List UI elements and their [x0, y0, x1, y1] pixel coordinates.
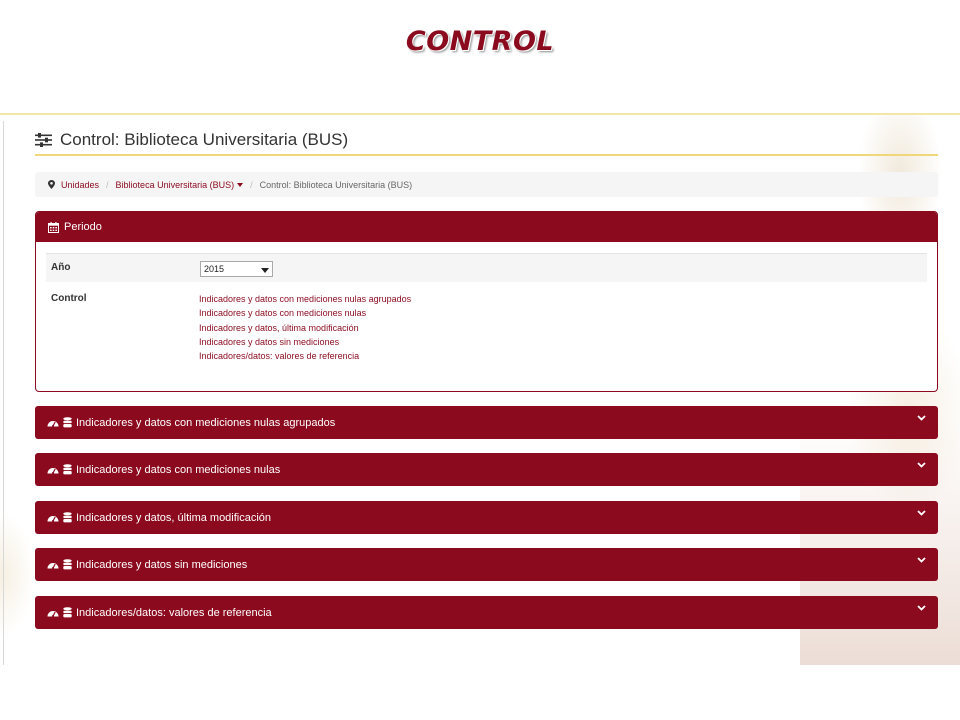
control-link-reference-values[interactable]: Indicadores/datos: valores de referencia: [199, 351, 360, 362]
control-link-no-measurements[interactable]: Indicadores y datos sin mediciones: [199, 336, 340, 347]
section-reference-values[interactable]: [35, 596, 938, 629]
caret-down-icon: [237, 183, 243, 187]
app-screenshot: [0, 113, 960, 665]
page-title: Control: Biblioteca Universitaria (BUS): [60, 130, 349, 149]
sliders-icon: [35, 133, 52, 147]
section-title: Indicadores y datos, última modificación: [76, 511, 272, 524]
year-row: [46, 253, 927, 282]
calendar-icon: [48, 222, 59, 233]
control-link-null-grouped[interactable]: Indicadores y datos con mediciones nulas agrupados: [199, 294, 412, 304]
control-link-null[interactable]: Indicadores y datos con mediciones nulas: [199, 308, 367, 319]
dashboard-icon: [47, 465, 59, 475]
dashboard-icon: [47, 418, 59, 428]
section-title: Indicadores y datos sin mediciones: [76, 558, 248, 571]
year-select-value: 2015: [204, 264, 225, 274]
control-label: Control: [51, 293, 87, 304]
control-link-last-modified[interactable]: Indicadores y datos, última modificación: [199, 322, 359, 333]
section-title: Indicadores/datos: valores de referencia: [76, 606, 272, 619]
chevron-down-icon: [917, 557, 926, 563]
frame-rule: [3, 121, 4, 665]
chevron-down-icon: [917, 415, 926, 421]
slide-title: CONTROL: [405, 26, 555, 57]
database-icon: [63, 607, 72, 618]
breadcrumb-units-link[interactable]: Unidades: [61, 179, 100, 190]
year-label: Año: [51, 262, 71, 273]
section-last-modified[interactable]: [35, 501, 938, 534]
dropdown-arrow-icon: [261, 268, 269, 273]
database-icon: [63, 417, 72, 428]
chevron-down-icon: [917, 605, 926, 611]
periodo-panel: [35, 211, 938, 392]
section-title: Indicadores y datos con mediciones nulas agrupados: [76, 416, 336, 429]
database-icon: [63, 464, 72, 475]
section-title: Indicadores y datos con mediciones nulas: [76, 463, 281, 476]
periodo-panel-header: [36, 212, 937, 242]
page-header: [35, 126, 938, 156]
breadcrumb-separator: /: [106, 179, 109, 190]
section-no-measurements[interactable]: [35, 548, 938, 581]
breadcrumb-separator: /: [250, 179, 253, 190]
database-icon: [63, 512, 72, 523]
chevron-down-icon: [917, 462, 926, 468]
breadcrumb-unit-dropdown[interactable]: [116, 180, 244, 190]
section-null-grouped[interactable]: [35, 406, 938, 439]
dashboard-icon: [47, 513, 59, 523]
dashboard-icon: [47, 608, 59, 618]
database-icon: [63, 559, 72, 570]
breadcrumb-current: Control: Biblioteca Universitaria (BUS): [259, 179, 413, 190]
control-links: [199, 292, 411, 363]
periodo-panel-title: Periodo: [64, 221, 102, 233]
breadcrumb: [35, 172, 938, 197]
map-marker-icon: [48, 180, 55, 189]
dashboard-icon: [47, 560, 59, 570]
chevron-down-icon: [917, 510, 926, 516]
year-select[interactable]: [200, 261, 273, 277]
breadcrumb-unit-label: Biblioteca Universitaria (BUS): [115, 179, 235, 190]
section-null[interactable]: [35, 453, 938, 486]
